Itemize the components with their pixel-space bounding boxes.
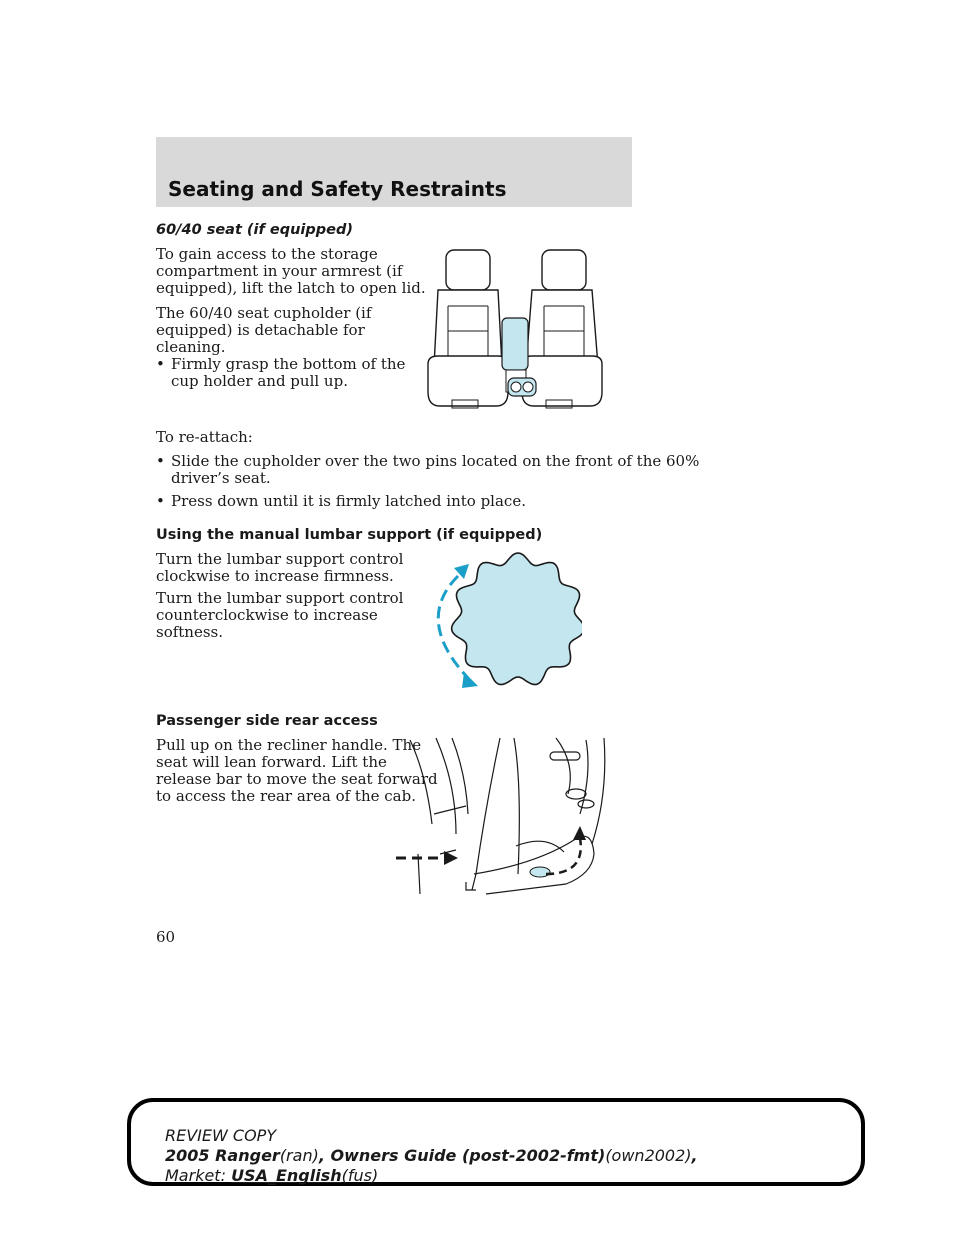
paragraph: Pull up on the recliner handle. The seat will lean forward. Lift the release bar to move the seat forward to access the rear area of the cab. [156,736,438,805]
footer-model-line: 2005 Ranger(ran), Owners Guide (post-2002-fmt)(own2002), [165,1146,698,1165]
section-heading-rear-access: Passenger side rear access [156,713,378,729]
paragraph: To re-attach: [156,428,253,446]
paragraph: Turn the lumbar support control clockwise to increase firmness. [156,550,404,585]
paragraph: To gain access to the storage compartment in your armrest (if equipped), lift the latch to open lid. [156,245,426,297]
arrow-head-icon [444,851,458,865]
section-header [156,137,632,207]
arrow-head-icon [462,672,478,688]
section-heading-6040-seat: 60/40 seat (if equipped) [156,222,353,238]
paragraph: The 60/40 seat cupholder (if equipped) is detachable for cleaning. [156,304,372,356]
page-number: 60 [156,928,176,946]
page-title: Seating and Safety Restraints [168,177,507,201]
rear-access-illustration [396,734,616,900]
lumbar-knob-icon [452,553,582,685]
footer-review-copy: REVIEW COPY [165,1126,277,1145]
lumbar-knob-illustration [422,548,582,693]
paragraph: Turn the lumbar support control counterclockwise to increase softness. [156,589,404,641]
arrow-head-icon [573,826,586,840]
section-heading-lumbar-support: Using the manual lumbar support (if equipped) [156,527,543,543]
footer-market-line: Market: USA_English(fus) [165,1166,379,1185]
seat-6040-illustration [424,246,604,412]
